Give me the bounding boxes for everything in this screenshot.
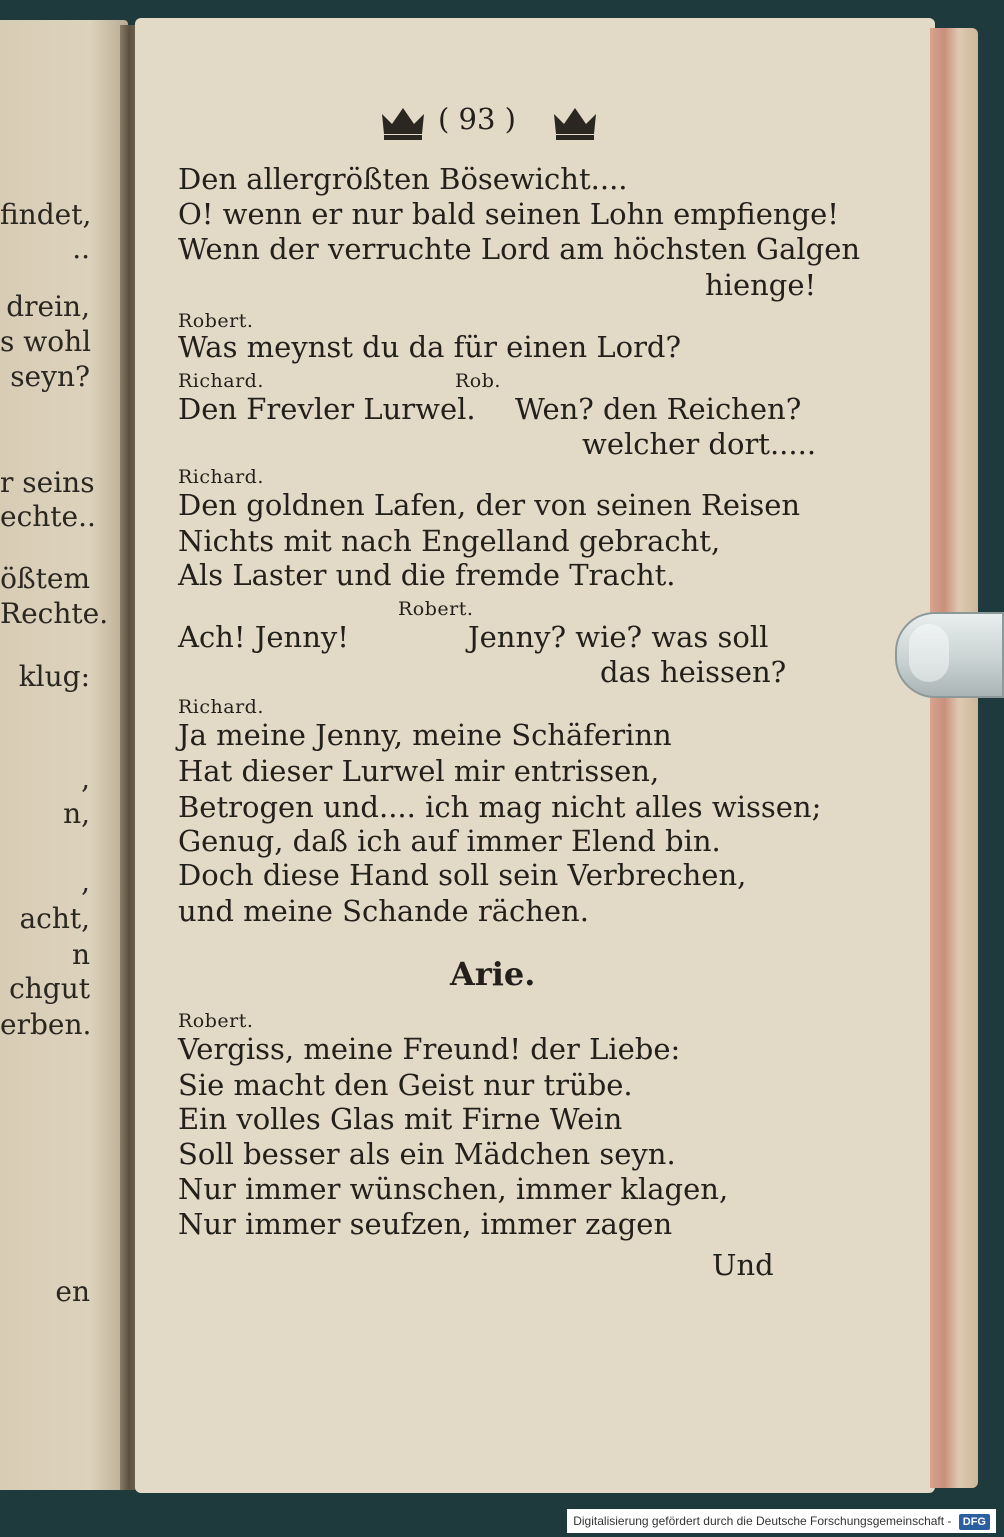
text-line: Nichts mit nach Engelland gebracht, bbox=[178, 524, 721, 558]
left-fragment: Rechte. bbox=[0, 597, 109, 630]
text-line: Den allergrößten Bösewicht.... bbox=[178, 162, 628, 196]
dfg-logo: DFG bbox=[959, 1514, 990, 1530]
text-line: hienge! bbox=[705, 268, 817, 302]
text-line: Was meynst du da für einen Lord? bbox=[178, 330, 682, 364]
left-fragment: , bbox=[81, 865, 90, 898]
page-number: ( 93 ) bbox=[438, 102, 516, 136]
text-line: Genug, daß ich auf immer Elend bin. bbox=[178, 824, 721, 858]
text-line: Als Laster und die fremde Tracht. bbox=[178, 558, 676, 592]
left-fragment: echte.. bbox=[0, 500, 96, 533]
text-line: Soll besser als ein Mädchen seyn. bbox=[178, 1137, 676, 1171]
left-fragment: chgut bbox=[9, 972, 90, 1005]
left-fragment: drein, bbox=[6, 290, 90, 323]
left-fragment: .. bbox=[72, 232, 90, 265]
left-fragment: seyn? bbox=[10, 360, 90, 393]
text-line: Betrogen und.... ich mag nicht alles wissen; bbox=[178, 790, 822, 824]
speaker-label: Rob. bbox=[455, 370, 501, 392]
left-fragment: s wohl bbox=[0, 325, 92, 358]
text-line: das heissen? bbox=[600, 655, 787, 689]
text-line: Vergiss, meine Freund! der Liebe: bbox=[178, 1032, 681, 1066]
text-line: Hat dieser Lurwel mir entrissen, bbox=[178, 754, 660, 788]
text-line: O! wenn er nur bald seinen Lohn empfienge! bbox=[178, 197, 839, 231]
left-fragment: klug: bbox=[18, 660, 90, 693]
text-line: Sie macht den Geist nur trübe. bbox=[178, 1068, 633, 1102]
crown-ornament-icon bbox=[552, 104, 598, 142]
text-line: Wenn der verruchte Lord am höchsten Galgen bbox=[178, 232, 861, 266]
text-line: welcher dort..... bbox=[582, 427, 817, 461]
text-line: Den goldnen Lafen, der von seinen Reisen bbox=[178, 488, 801, 522]
left-fragment: n bbox=[71, 938, 90, 971]
speaker-label: Robert. bbox=[178, 1010, 254, 1032]
speaker-label: Robert. bbox=[398, 598, 474, 620]
left-fragment: n, bbox=[63, 797, 90, 830]
speaker-label: Richard. bbox=[178, 370, 264, 392]
text-line: Nur immer wünschen, immer klagen, bbox=[178, 1172, 729, 1206]
text-line: Ein volles Glas mit Firne Wein bbox=[178, 1102, 623, 1136]
digitization-credit bbox=[567, 1509, 996, 1533]
speaker-label: Richard. bbox=[178, 696, 264, 718]
left-fragment: en bbox=[55, 1275, 90, 1308]
text-line: und meine Schande rächen. bbox=[178, 894, 589, 928]
page-edges bbox=[930, 28, 978, 1488]
speaker-label: Robert. bbox=[178, 310, 254, 332]
text-line: Nur immer seufzen, immer zagen bbox=[178, 1207, 673, 1241]
text-line: Ach! Jenny! bbox=[178, 620, 349, 654]
speaker-label: Richard. bbox=[178, 466, 264, 488]
left-fragment: r seins bbox=[0, 466, 95, 499]
text-line: Den Frevler Lurwel. bbox=[178, 392, 476, 426]
text-line: Wen? den Reichen? bbox=[515, 392, 802, 426]
section-heading: Arie. bbox=[450, 955, 536, 993]
text-line: Doch diese Hand soll sein Verbrechen, bbox=[178, 858, 747, 892]
left-fragment: findet, bbox=[0, 198, 92, 231]
text-line: Jenny? wie? was soll bbox=[468, 620, 769, 654]
left-fragment: ößtem bbox=[0, 562, 90, 595]
left-fragment: erben. bbox=[0, 1008, 92, 1041]
credit-text: Digitalisierung gefördert durch die Deutsche Forschungsgemeinschaft - bbox=[573, 1514, 952, 1528]
left-fragment: , bbox=[81, 762, 90, 795]
left-fragment: acht, bbox=[19, 902, 90, 935]
page-clip bbox=[895, 612, 1004, 698]
text-line: Ja meine Jenny, meine Schäferinn bbox=[178, 718, 672, 752]
crown-ornament-icon bbox=[380, 104, 426, 142]
catchword: Und bbox=[712, 1248, 774, 1282]
